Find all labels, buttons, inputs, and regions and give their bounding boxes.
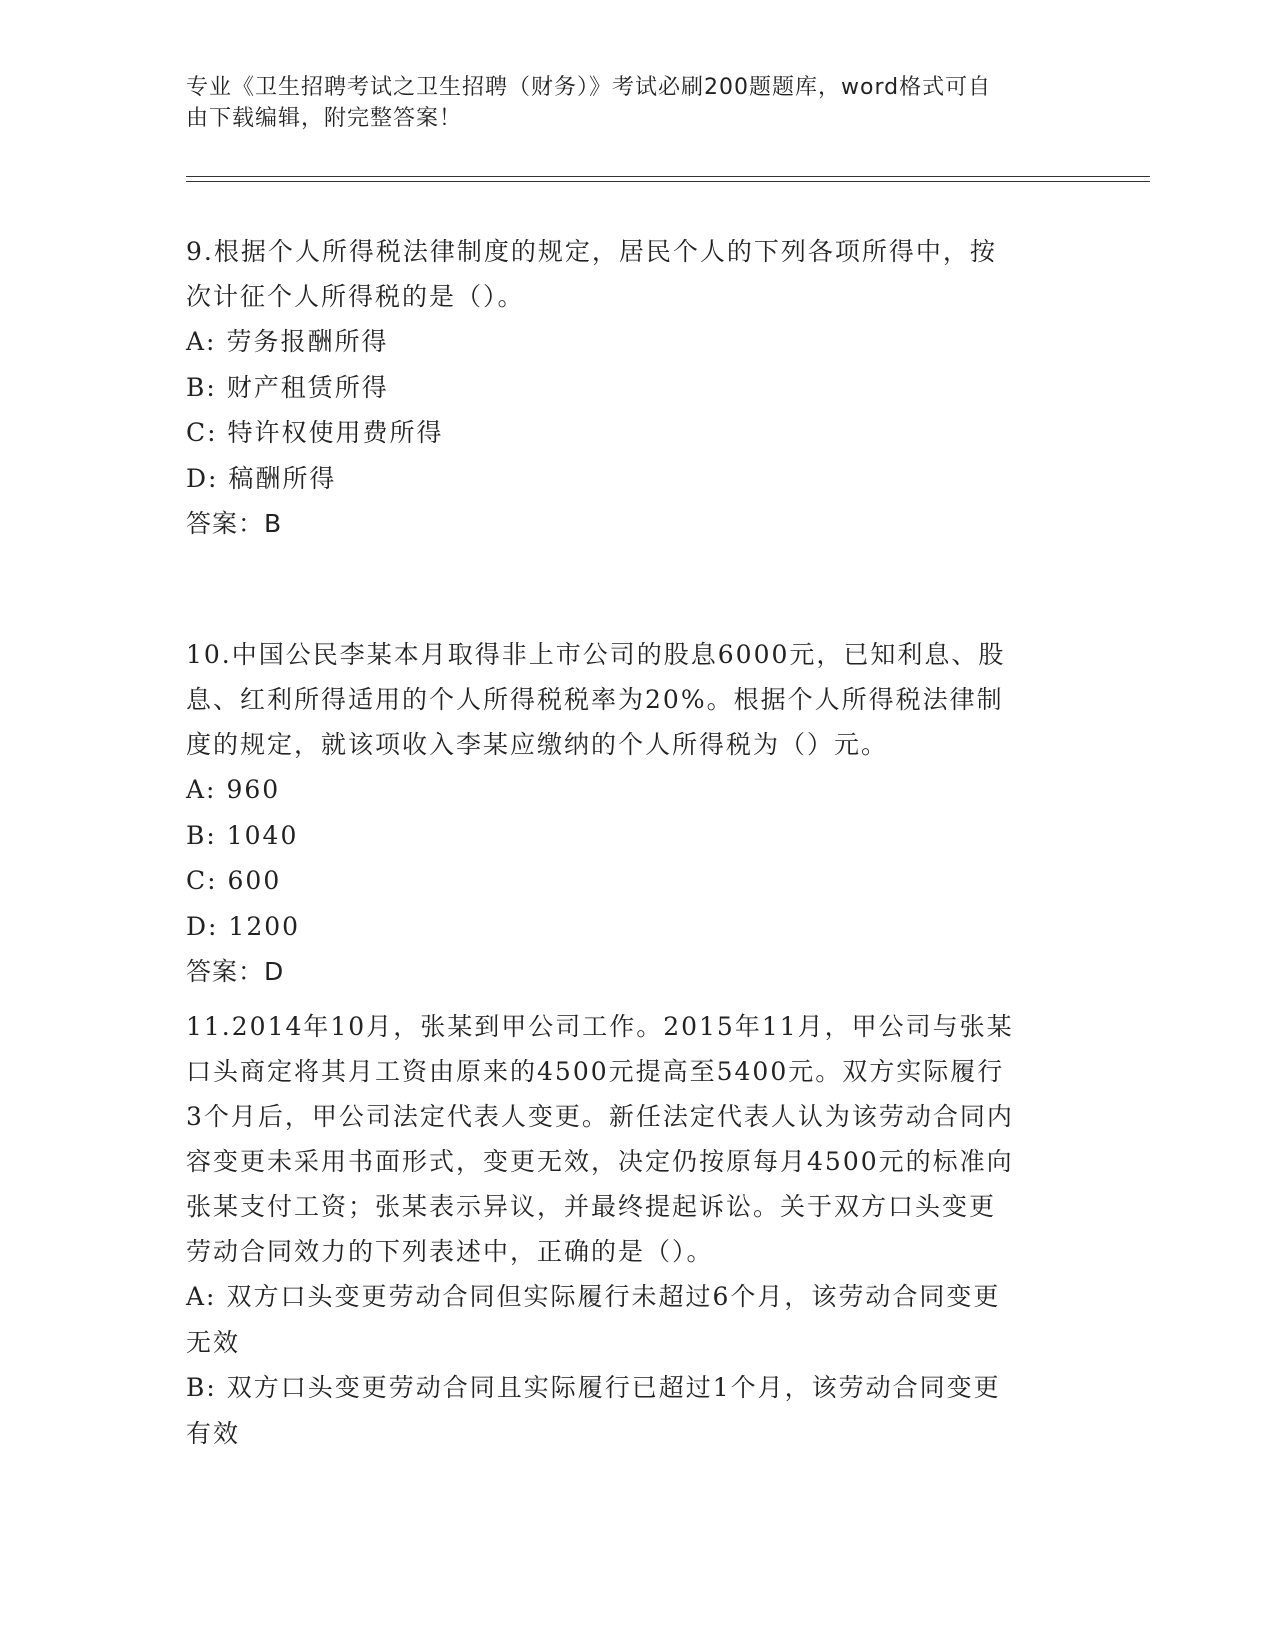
option-text: 1200 xyxy=(228,911,301,941)
option-key: A: xyxy=(186,775,217,804)
option-a xyxy=(186,1274,1066,1320)
answer xyxy=(186,501,1066,546)
option-d xyxy=(186,456,1066,502)
header-divider-bottom xyxy=(186,181,1150,182)
option-b xyxy=(186,1365,1066,1411)
question-stem-line: 劳动合同效力的下列表述中，正确的是（）。 xyxy=(186,1237,714,1266)
option-c xyxy=(186,858,1066,904)
question-stem-line: 9.根据个人所得税法律制度的规定，居民个人的下列各项所得中，按 xyxy=(186,237,997,266)
question-stem-line: 容变更未采用书面形式，变更无效，决定仍按原每月4500元的标准向 xyxy=(186,1147,1014,1176)
question-stem-line: 口头商定将其月工资由原来的4500元提高至5400元。双方实际履行 xyxy=(186,1057,1005,1086)
answer xyxy=(186,949,1066,994)
option-text: 劳务报酬所得 xyxy=(226,327,389,356)
option-b xyxy=(186,365,1066,411)
option-key: A: xyxy=(186,1282,217,1311)
option-key: C: xyxy=(186,866,218,895)
answer-value: D xyxy=(264,957,285,986)
question-11 xyxy=(186,1004,1066,1456)
option-text: 1040 xyxy=(226,820,299,850)
option-key: B: xyxy=(186,820,217,850)
option-key: D: xyxy=(186,463,219,493)
option-text: 财产租赁所得 xyxy=(226,372,389,402)
option-key: C: xyxy=(186,418,218,447)
question-stem-line: 度的规定，就该项收入李某应缴纳的个人所得税为（）元。 xyxy=(186,730,889,759)
question-stem-line: 次计征个人所得税的是（）。 xyxy=(186,282,525,311)
question-stem-line: 3个月后，甲公司法定代表人变更。新任法定代表人认为该劳动合同内 xyxy=(186,1102,1014,1131)
question-stem-line: 11.2014年10月，张某到甲公司工作。2015年11月，甲公司与张某 xyxy=(186,1012,1014,1041)
option-text: 稿酬所得 xyxy=(228,463,337,493)
answer-value: B xyxy=(264,509,283,538)
header-line-2: 由下载编辑，附完整答案！ xyxy=(186,106,463,131)
question-stem-line: 10.中国公民李某本月取得非上市公司的股息6000元，已知利息、股 xyxy=(186,640,1006,669)
option-text: 600 xyxy=(227,866,282,895)
header-line-1: 专业《卫生招聘考试之卫生招聘（财务）》考试必刷200题题库，word格式可自 xyxy=(186,75,992,100)
question-stem-line: 息、红利所得适用的个人所得税税率为20%。根据个人所得税法律制 xyxy=(186,685,1004,714)
option-b xyxy=(186,813,1066,859)
option-key: A: xyxy=(186,327,217,356)
option-key: B: xyxy=(186,1373,217,1402)
option-a-continuation: 无效 xyxy=(186,1327,241,1357)
option-b-continuation: 有效 xyxy=(186,1418,241,1448)
option-d xyxy=(186,904,1066,950)
option-text: 960 xyxy=(226,775,281,804)
option-c xyxy=(186,410,1066,456)
option-text: 特许权使用费所得 xyxy=(227,418,444,447)
header-divider-top xyxy=(186,176,1150,177)
option-a xyxy=(186,319,1066,365)
question-10 xyxy=(186,632,1066,994)
answer-label: 答案： xyxy=(186,509,265,538)
answer-label: 答案： xyxy=(186,957,265,986)
option-text: 双方口头变更劳动合同但实际履行未超过6个月，该劳动合同变更 xyxy=(226,1282,1001,1311)
question-9 xyxy=(186,229,1066,546)
question-stem-line: 张某支付工资；张某表示异议，并最终提起诉讼。关于双方口头变更 xyxy=(186,1192,997,1221)
option-key: D: xyxy=(186,911,219,941)
option-a xyxy=(186,767,1066,813)
document-header xyxy=(186,72,1066,134)
option-key: B: xyxy=(186,372,217,402)
option-text: 双方口头变更劳动合同且实际履行已超过1个月，该劳动合同变更 xyxy=(226,1373,1001,1402)
